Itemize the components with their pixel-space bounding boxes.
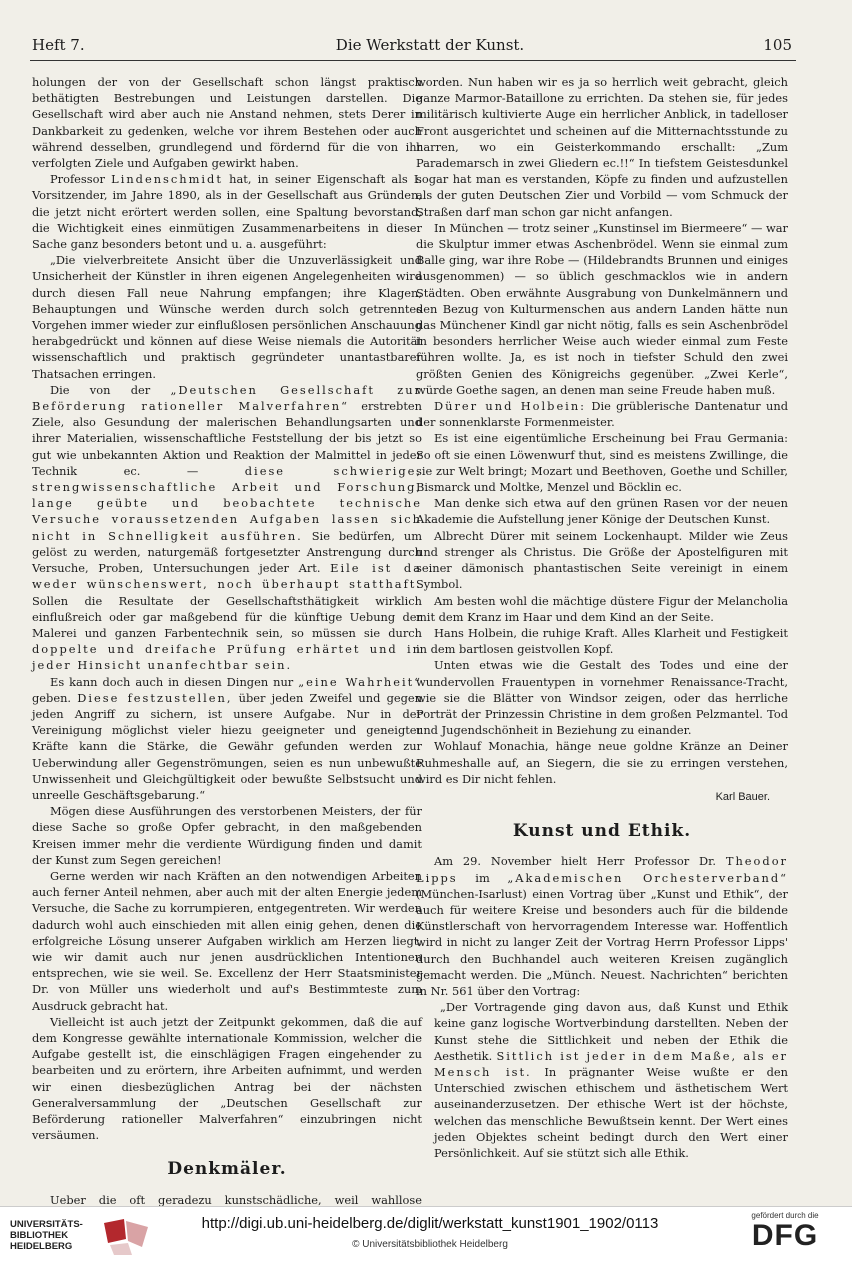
header-rule [30,60,796,61]
funding-caption: gefördert durch die [751,1211,819,1220]
paragraph: Vielleicht ist auch jetzt der Zeitpunkt gekommen, daß die auf dem Kongresse gewählte internationale Kommission, welcher die Aufgabe gestellt ist, die einschlägigen Fragen eingehender zu bearbeiten und zu erörtern, ihre Arbeiten aufnimmt, und werden wir einen diesbezüglichen Antrag bei der nächsten Generalversammlung der „Deutschen Gesellschaft zur Beförderung rationeller Malverfahren“ einzubringen nicht versäumen. [32,1014,422,1143]
paragraph: Albrecht Dürer mit seinem Lockenhaupt. Milder wie Zeus und strenger als Christus. Die Größe der Apostelfiguren mit seiner dämonisch phantastischen Seite vereinigt in einem Symbol. [416,528,788,592]
page-number: 105 [763,36,792,54]
section-heading-denkmaeler: Denkmäler. [167,1159,287,1180]
emphasis: „Akademischen Orchesterverband“ [507,870,788,885]
text-run: geben. [32,690,72,705]
paragraph: Man denke sich etwa auf den grünen Rasen vor der neuen Akademie die Aufstellung jener Könige der Deutschen Kunst. [416,496,788,527]
paragraph: Unten etwas wie die Gestalt des Todes und eine der wundervollen Frauentypen in vornehmer Renaissance-Tracht, wie sie die Blätter von Windsor zeigen, oder das herrliche Porträt der Prinzessin Christine in dem großen Pelzmantel. Tod und Jugendschönheit in Beziehung zu einander. [416,658,788,738]
paragraph: Mögen diese Ausführungen des verstorbenen Meisters, der für diese Sache so große Opfer gebracht, in den maßgebenden Kreisen immer mehr die verdiente Würdigung finden und damit der Kunst zum Segen gereichen! [32,804,422,867]
paragraph: Wohlauf Monachia, hänge neue goldne Kränze an Deiner Ruhmeshalle auf, an Siegern, die sie zu erringen verstehen, wird es Dir nicht fehlen. [416,739,788,786]
text-run: Die grüblerische Dantenatur und der sonnenklarste Formenmeister. [416,399,788,430]
emphasis: Diese festzustellen, [77,690,233,705]
paragraph [434,999,788,1161]
emphasis: „Deutschen Gesellschaft zur Beförderung rationeller Malverfahren“ [32,382,422,414]
text-run: Die von der [50,382,151,397]
text-run: im [475,870,490,885]
paragraph [416,853,788,999]
emphasis: Sittlich ist jeder in dem Maße, als er Mensch ist. [434,1048,789,1079]
text-run: (München-Isarlust) einen Vortrag über „Kunst und Ethik“, der auch für weitere Kreise und besonders auch für die bildende Künstlerschaft von hervorragendem Interesse war. Hoffentlich wird in nicht zu langer Zeit der Vortrag Herrn Professor Lipps' durch den Buchhandel auch weiteren Kreisen zugänglich gemacht werden. Die „Münch. Neuest. Nachrichten“ berichten in Nr. 561 über den Vortrag: [416,886,788,998]
paragraph: Es ist eine eigentümliche Erscheinung bei Frau Germania: So oft sie einen Löwenwurf thut, sind es meistens Zwillinge, die sie zur Welt bringt; Mozart und Beethoven, Goethe und Schiller, Bismarck und Moltke, Menzel und Böcklin ec. [416,431,788,495]
text-run: Sollen die Resultate der Gesellschaftsthätigkeit wirklich einflußreich oder gar maßgebend für die künftige Uebung der Malerei und ganzen Farbentechnik sein, so müssen sie durch [32,593,422,640]
library-name-line: HEIDELBERG [10,1241,73,1252]
emphasis: Eile ist da weder wünschenswert, noch überhaupt statthaft. [32,561,422,592]
library-name [10,1219,83,1252]
paragraph: Hans Holbein, die ruhige Kraft. Alles Klarheit und Festigkeit in dem bartlosen geistvollen Kopf. [416,625,788,657]
paragraph [416,398,788,430]
library-name-line: BIBLIOTHEK [10,1230,69,1241]
text-run: Sie bedürfen, um gelöst zu werden, naturgemäß fortgesetzter Anstrengung durch Versuche, Proben, Untersuchungen jeder Art. [32,528,422,576]
text-run: Am 29. November hielt Herr Professor Dr. [434,854,716,869]
library-emblem-icon [96,1217,156,1257]
paragraph [32,674,422,804]
emphasis: doppelte und dreifache Prüfung erhärtet und in jeder Hinsicht unanfechtbar sein. [32,642,422,673]
person-name: Lindenschmidt [111,172,223,187]
emphasis: diese schwierige, strengwissenschaftliche Arbeit und Forschung, lange geübte und beobachtete technische Versuche voraussetzenden Aufgaben lassen sich nicht in Schnelligkeit ausführen. [32,463,422,543]
paragraph: Gerne werden wir nach Kräften an den notwendigen Arbeiten auch ferner Anteil nehmen, aber auch mit der alten Energie jedem Versuche, die Sache zu korrumpieren, entgegentreten. Wir werden dadurch wohl auch einschieden mit allen einig gehen, denen die erfolgreiche Lösung unserer Aufgaben wirklich am Herzen liegt, wie wir damit auch nur jenen ausdrücklichen Intentionen entsprechen, wie sie weil. Se. Excellenz der Herr Staatsminister Dr. von Müller uns wiederholt und auf's Bestimmteste zum Ausdruck gebracht hat. [32,868,422,1013]
dfg-funding-badge[interactable] [730,1211,840,1263]
text-run: über jeden Zweifel und gegen jeden Angriff zu sichern, ist unsere Aufgabe. Nur in der Vereinigung möglichst vieler hiezu geeigneter und geneigter Kräfte kann die Stärke, die Gewähr gefunden werden zur Ueberwindung aller Gegenströmungen, seien es nun unbewußte Unwissenheit und Gleichgültigkeit oder bewußte Selbstsucht und unreelle Geschäftsgebarung.“ [32,690,422,802]
paragraph [32,171,422,252]
person-name: Theodor Lipps [416,854,789,885]
text-run: hat, in seiner Eigenschaft als I. Vorsitzender, im Jahre 1890, als in der Gesellschaft aus Gründen, die jetzt nicht erörtert werden sollen, eine Spaltung bevorstand, die Wichtigkeit eines einmütigen Zusammenarbeitens in dieser Sache ganz besonders betont und u. a. ausgeführt: [32,172,423,252]
paragraph [32,382,422,674]
paragraph: holungen der von der Gesellschaft schon längst praktisch bethätigten Bestrebungen und Leistungen darstellen. Die Gesellschaft wird aber auch nie Anstand nehmen, stets Derer in Dankbarkeit zu gedenken, welche vor ihrem Bestehen oder auch während desselben, grundlegend und fördernd für die von ihr verfolgten Ziele und Aufgaben gewirkt haben. [32,75,422,171]
author-signature: Karl Bauer. [715,790,770,803]
section-heading-kunst-und-ethik: Kunst und Ethik. [512,821,692,842]
emphasis: „eine Wahrheit“ [298,674,422,689]
paragraph: In München — trotz seiner „Kunstinsel im Biermeere“ — war die Skulptur immer etwas Aschenbrödel. Wenn sie einmal zum Balle ging, war ihre Robe — (Hildebrandts Brunnen und einiges ausgenommen) — so üblich geschmacklos wie in andern Städten. Oben erwähnte Ausgrabung von Dunkelmännern und den Bezug von Kulturmenschen aus andern Landen hätte nun das Münchener Kindl gar nicht nötig, falls es sein Aschenbrödel in besonders herrlicher Weise auch wieder einmal zum Feste führen wollte. Ja, es ist noch in tiefster Schuld den zwei größten Genien des Königreichs gegenüber. „Zwei Kerle“, würde Goethe sagen, an denen man seine Freude haben muß. [416,220,788,397]
text-run: In prägnanter Weise wußte er den Unterschied zwischen ethischem und ästhetischem Wert auseinanderzusetzen. Der ethische Wert ist der höchste, welchen das menschliche Bewußtsein kennt. Der Wert eines jeden Objektes scheint bedingt durch den Wert einer Persönlichkeit. Auf sie stützt sich alle Ethik. [434,1064,788,1160]
left-column [32,74,422,1206]
copyright-notice: © Universitätsbibliothek Heidelberg [352,1239,508,1250]
dfg-logo: DFG [751,1219,819,1252]
block-quote [434,999,788,1161]
permalink-url[interactable]: http://digi.ub.uni-heidelberg.de/diglit/werkstatt_kunst1901_1902/0113 [201,1215,659,1232]
paragraph: Am besten wohl die mächtige düstere Figur der Melancholia mit dem Kranz im Haar und dem Kind an der Seite. [416,593,788,624]
text-run: Professor [50,172,105,187]
paragraph: worden. Nun haben wir es ja so herrlich weit gebracht, gleich ganze Marmor-Bataillone zu errichten. Da stehen sie, für jedes militärisch kultivierte Auge ein herrlicher Anblick, in tadelloser Front ausgerichtet und scheinen auf die Mitternachtsstunde zu harren, wo ein Geisterkommando erschallt: „Zum Parademarsch in zwei Gliedern ec.!!“ In tiefstem Geistesdunkel sogar hat man es verstanden, Köpfe zu finden und aufzustellen als der guten Deutschen Zier und Vorbild — vom Schmuck der Straßen darf man schon gar nicht anfangen. [416,75,788,219]
text-run: erstrebten Ziele, also Gesundung der malerischen Behandlungsarten und ihrer Materialien, wissenschaftliche Feststellung der bis jetzt so gut wie unbekannten Aktion und Reaktion der Malmittel in jeder Technik ec. — [32,399,422,478]
right-column [416,74,788,1161]
emphasis: Dürer und Holbein: [434,399,586,414]
library-logo[interactable] [6,1215,166,1259]
viewer-footer [0,1206,852,1267]
library-name-line: UNIVERSITÄTS- [10,1219,83,1230]
text-run: „Der Vortragende ging davon aus, daß Kunst und Ethik keine ganz logische Wortverbindung darstellten. Neben der Kunst stehe die Sittlichkeit und neben der Ethik die Aesthetik. [434,1000,788,1063]
text-run: Es kann doch auch in diesen Dingen nur [50,674,294,689]
paragraph: „Die vielverbreitete Ansicht über die Unzuverlässigkeit und Unsicherheit der Künstler in ihren eigenen Angelegenheiten wird durch diesen Fall neue Nahrung empfangen; ihre Klagen, Behauptungen und Wünsche werden durch solch getrenntes Vorgehen immer wieder zur einflußlosen persönlichen Anschauung herabgedrückt und können auf diese Weise niemals die Autorität wissenschaftlich und praktisch gegründeter unantastbarer Thatsachen erringen. [32,253,422,381]
paragraph: Ueber die oft geradezu kunstschädliche, weil wahllose [50,1192,422,1206]
running-title: Die Werkstatt der Kunst. [335,36,525,54]
issue-label: Heft 7. [32,36,85,54]
